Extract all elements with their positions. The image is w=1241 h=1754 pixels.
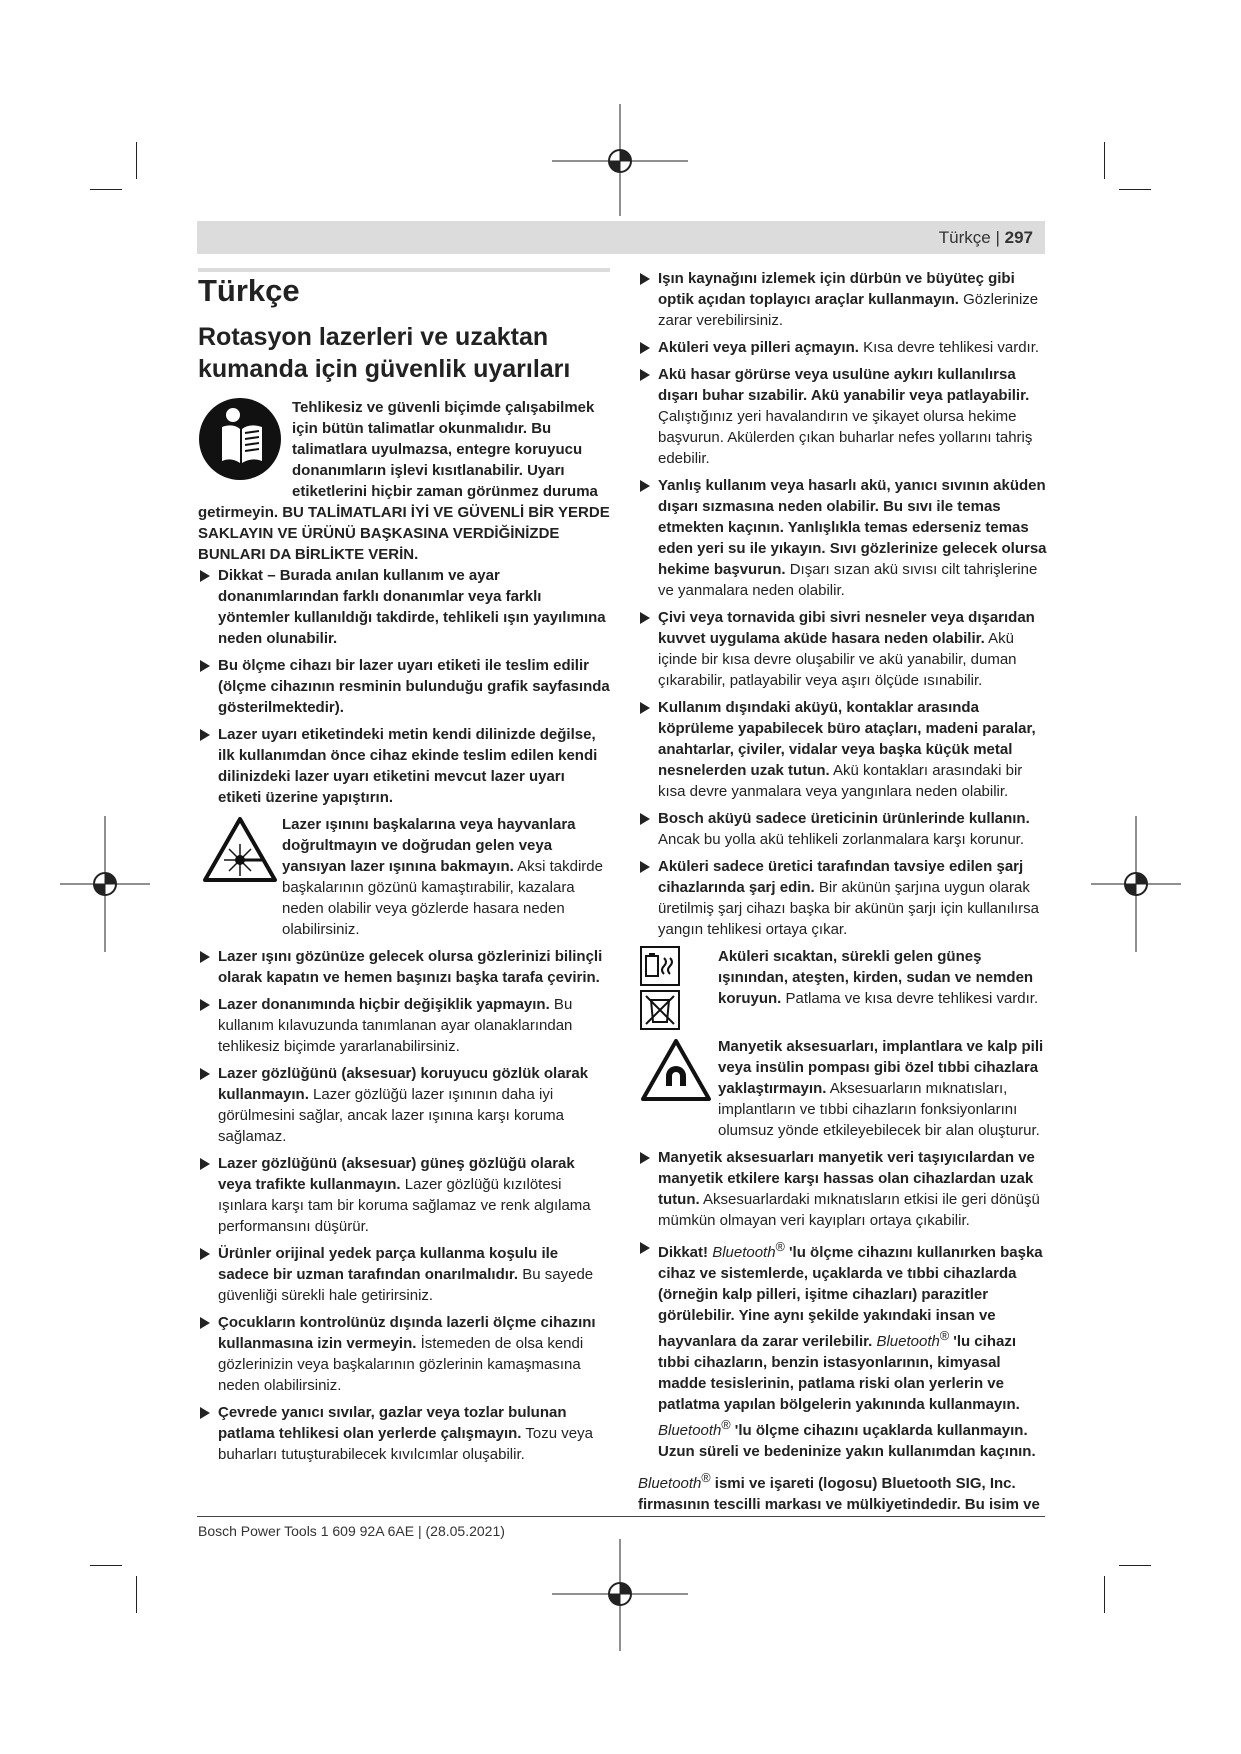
list-item-bluetooth xyxy=(638,1237,1050,1462)
magnet-warning-icon xyxy=(640,1038,712,1102)
item-bold-text: Lazer gözlüğünü (aksesuar) koruyucu gözlük olarak kullanmayın. xyxy=(218,1065,589,1103)
bullet-arrow-icon xyxy=(640,342,650,354)
magnet-warning xyxy=(638,1036,1050,1141)
item-text: Akü içinde bir kısa devre oluşabilir ve akü yanabilir, duman çıkarabilir, patlayabilir veya aşırı ölçüde ısınabilir. xyxy=(658,630,1017,689)
item-bold-text: Bu ölçme cihazı bir lazer uyarı etiketi ile teslim edilir (ölçme cihazının resminin bulunduğu grafik sayfasında gösterilmektedir). xyxy=(218,657,610,716)
bullet-arrow-icon xyxy=(640,1242,650,1254)
laser-warning-icon xyxy=(202,816,278,884)
read-manual-icon xyxy=(198,397,282,481)
bt-text: 'lu ölçme cihazını uçaklarda kullanmayın. Uzun süreli ve bedeninize yakın kullanımdan kaçının. xyxy=(658,1422,1036,1460)
bt-name: Bluetooth xyxy=(712,1244,776,1261)
list-item xyxy=(198,1153,610,1237)
bullet-arrow-icon xyxy=(640,369,650,381)
magnet-warning-text: Aksesuarların mıknatısları, implantların ve tıbbi cihazların fonksiyonlarını olumsuz yönde etkileyebilecek bir alan oluşturur. xyxy=(718,1080,1040,1139)
top-rule xyxy=(198,268,610,272)
item-text: Gözlerinize zarar verebilirsiniz. xyxy=(658,291,1039,329)
item-bold-text: Lazer gözlüğünü (aksesuar) güneş gözlüğü olarak veya trafikte kullanmayın. xyxy=(218,1155,575,1193)
item-text: Dışarı sızan akü sıvısı cilt tahrişlerine ve yanmalara neden olabilir. xyxy=(658,561,1038,599)
crop-mark xyxy=(136,142,137,179)
item-text: Lazer gözlüğü kızılötesi ışınlara karşı tam bir koruma sağlamaz ve renk algılama performansını düşürür. xyxy=(218,1176,591,1235)
bt-name: Bluetooth xyxy=(638,1475,702,1492)
item-bold-text: Lazer ışını gözünüze gelecek olursa gözlerinizi bilinçli olarak kapatın ve hemen başınızı başka tarafa çevirin. xyxy=(218,948,603,986)
list-item xyxy=(638,697,1050,802)
page-footer: Bosch Power Tools 1 609 92A 6AE | (28.05.2021) xyxy=(198,1523,505,1539)
registration-mark-icon xyxy=(552,1539,688,1651)
list-item xyxy=(638,808,1050,850)
bullet-arrow-icon xyxy=(200,570,210,582)
bullet-arrow-icon xyxy=(200,1248,210,1260)
item-bold-text: Bosch aküyü sadece üreticinin ürünlerinde kullanın. xyxy=(658,810,1030,827)
bullet-arrow-icon xyxy=(640,861,650,873)
bullet-arrow-icon xyxy=(200,729,210,741)
item-text: Bir akünün şarjına uygun olarak üretilmiş şarj cihazı başka bir akünün şarjı için kullanılırsa yangın tehlikesi ortaya çıkar. xyxy=(658,879,1039,938)
section-heading: Rotasyon lazerleri ve uzaktan kumanda için güvenlik uyarıları xyxy=(198,323,571,383)
bluetooth-trademark-note xyxy=(638,1468,1050,1515)
crop-mark xyxy=(1119,189,1151,190)
crop-mark xyxy=(136,1576,137,1613)
heat-warning-bold: Aküleri sıcaktan, sürekli gelen güneş ışınından, ateşten, kirden, sudan ve nemden koruyun. xyxy=(718,948,1034,1007)
page-title: Türkçe xyxy=(198,273,300,308)
list-item xyxy=(638,1147,1050,1231)
bt-name: Bluetooth xyxy=(658,1422,722,1439)
item-bold-text: Çevrede yanıcı sıvılar, gazlar veya tozlar bulunan patlama tehlikesi olan yerlerde çalışmayın. xyxy=(218,1404,567,1442)
item-bold-text: Dikkat – Burada anılan kullanım ve ayar donanımlarından farklı donanımlar veya farklı yöntemler kullanıldığı takdirde, tehlikeli ışın yayılımına neden olunabilir. xyxy=(218,567,606,647)
list-item xyxy=(198,1402,610,1465)
bt-text: 'lu ölçme cihazını kullanırken başka cihaz ve sistemlerde, uçaklarda ve tıbbi cihazlarda (örneğin kalp pilleri, işitme cihazları) parazitler görülebilir. Yine aynı şekilde yakındaki insan ve hayvanlara da zarar verilebilir. xyxy=(658,1244,1043,1350)
item-text: Lazer gözlüğü lazer ışınının daha iyi görülmesini sağlar, ancak lazer ışınına karşı koruma sağlamaz. xyxy=(218,1086,564,1145)
magnet-warning-bold: Manyetik aksesuarları, implantlara ve kalp pili veya insülin pompası gibi özel tıbbi cihazlara yaklaştırmayın. xyxy=(718,1038,1044,1097)
right-column xyxy=(638,268,1050,1521)
list-item xyxy=(638,856,1050,940)
item-bold-text: Aküleri sadece üretici tarafından tavsiye edilen şarj cihazlarında şarj edin. xyxy=(658,858,1024,896)
bt-name: Bluetooth xyxy=(876,1333,940,1350)
laser-warning-bold: Lazer ışınını başkalarına veya hayvanlara doğrultmayın ve doğrudan gelen veya yansıyan lazer ışınına bakmayın. xyxy=(282,816,576,875)
heat-warning-text: Patlama ve kısa devre tehlikesi vardır. xyxy=(781,990,1039,1007)
page-header xyxy=(197,221,1045,254)
item-bold-text: Işın kaynağını izlemek için dürbün ve büyüteç gibi optik açıdan toplayıcı araçlar kullanmayın. xyxy=(658,270,1015,308)
item-text: Tozu veya buharları tutuşturabilecek kıvılcımlar oluşabilir. xyxy=(218,1425,593,1463)
item-text: Ancak bu yolla akü tehlikeli zorlanmalara karşı korunur. xyxy=(658,831,1025,848)
list-item xyxy=(638,337,1050,358)
laser-warning-text: Aksi takdirde başkalarının gözünü kamaştırabilir, kazalara neden olabilir veya gözlerde hasara neden olabilirsiniz. xyxy=(282,858,603,938)
crop-mark xyxy=(90,189,122,190)
reg-mark: ® xyxy=(721,1418,731,1432)
bullet-arrow-icon xyxy=(640,813,650,825)
bullet-arrow-icon xyxy=(640,1152,650,1164)
item-text: Kısa devre tehlikesi vardır. xyxy=(858,339,1040,356)
crop-mark xyxy=(1104,1576,1105,1613)
footer-rule xyxy=(197,1516,1045,1517)
crop-mark xyxy=(1104,142,1105,179)
list-item xyxy=(638,475,1050,601)
registration-mark-icon xyxy=(552,104,688,216)
laser-warning xyxy=(202,814,610,940)
bt-text: 'lu cihazı tıbbi cihazların, benzin istasyonlarının, kimyasal madde tesislerinin, patlama riski olan yerlerin ve patlatma yapılan bölgelerin yakınında kullanmayın. xyxy=(658,1333,1020,1413)
item-text: Bu sayede güvenliği sürekli hale getirirsiniz. xyxy=(218,1266,594,1304)
list-item xyxy=(638,607,1050,691)
bullet-arrow-icon xyxy=(200,999,210,1011)
item-bold-text: Lazer donanımında hiçbir değişiklik yapmayın. xyxy=(218,996,550,1013)
list-item xyxy=(198,1063,610,1147)
crop-mark xyxy=(90,1565,122,1566)
bullet-arrow-icon xyxy=(200,1068,210,1080)
reg-mark: ® xyxy=(939,1329,950,1343)
list-item xyxy=(638,364,1050,469)
list-item xyxy=(198,565,610,649)
item-bold-text: Çocukların kontrolünüz dışında lazerli ölçme cihazını kullanmasına izin vermeyin. xyxy=(218,1314,596,1352)
list-item xyxy=(198,1312,610,1396)
registration-mark-icon xyxy=(1091,816,1181,952)
list-item xyxy=(638,268,1050,331)
bullet-arrow-icon xyxy=(200,951,210,963)
header-separator: | xyxy=(990,228,1005,247)
item-bold-text: Kullanım dışındaki aküyü, kontaklar arasında köprüleme yapabilecek büro ataçları, madeni paralar, anahtarlar, çiviler, vidalar veya başka küçük metal nesnelerden uzak tutun. xyxy=(658,699,1036,779)
item-text: Aksesuarlardaki mıknatısların etkisi ile geri dönüşü mümkün olmayan veri kayıpları ortaya çıkabilir. xyxy=(658,1191,1040,1229)
bullet-arrow-icon xyxy=(200,1407,210,1419)
item-text: İstemeden de olsa kendi gözlerinizin veya başkalarının gözlerinin kamaşmasına neden olabilirsiniz. xyxy=(218,1335,584,1394)
battery-heat-icon xyxy=(640,946,680,986)
bt-text: Dikkat! xyxy=(658,1244,713,1261)
page-number: 297 xyxy=(1004,228,1033,247)
page-header-text xyxy=(939,228,1033,248)
item-bold-text: Manyetik aksesuarları manyetik veri taşıyıcılardan ve manyetik etkilere karşı hassas olan cihazlardan uzak tutun. xyxy=(658,1149,1035,1208)
battery-heat-warning xyxy=(638,946,1050,1030)
item-text: Akü kontakları arasındaki bir kısa devre yanmalara veya yangınlara neden olabilir. xyxy=(658,762,1023,800)
intro-text: Tehlikesiz ve güvenli biçimde çalışabilmek için bütün talimatlar okunmalıdır. Bu talimatlara uyulmazsa, entegre koruyucu donanımların işlevi kısıtlanabilir. Uyarı etiketlerini hiçbir zaman görünmez duruma getirmeyin. BU TALİMATLARI İYİ VE GÜVENLİ BİR YERDE SAKLAYIN VE ÜRÜNÜ BAŞKASINA VERDİĞİNİZDE BUNLARI DA BİRLİKTE VERİN. xyxy=(198,399,610,563)
list-item xyxy=(198,946,610,988)
item-bold-text: Aküleri veya pilleri açmayın. xyxy=(658,339,859,356)
reg-mark: ® xyxy=(775,1240,785,1254)
reg-mark: ® xyxy=(701,1471,711,1485)
list-item xyxy=(198,994,610,1057)
item-bold-text: Ürünler orijinal yedek parça kullanma koşulu ile sadece bir uzman tarafından onarılmalıdır. xyxy=(218,1245,559,1283)
bt-note-text: ismi ve işareti (logosu) Bluetooth SIG, Inc. firmasının tescilli markası ve mülkiyetindedir. Bu isim ve xyxy=(638,1475,1040,1513)
list-item xyxy=(198,655,610,718)
bullet-arrow-icon xyxy=(200,660,210,672)
item-text: Çalıştığınız yeri havalandırın ve şikayet olursa hekime başvurun. Akülerden çıkan buharlar nefes yollarını tahriş edebilir. xyxy=(658,408,1033,467)
list-item xyxy=(198,724,610,808)
bullet-arrow-icon xyxy=(200,1158,210,1170)
registration-mark-icon xyxy=(60,816,150,952)
item-text: Bu kullanım kılavuzunda tanımlanan ayar olanaklarından tehlikesiz biçimde yararlanabilirsiniz. xyxy=(218,996,573,1055)
intro-warning xyxy=(198,397,610,565)
item-bold-text: Yanlış kullanım veya hasarlı akü, yanıcı sıvının aküden dışarı sızmasına neden olabilir. Bu sıvı ile temas etmekten kaçının. Yanlışlıkla temas ederseniz temas eden yeri su ile yıkayın. Sıvı gözlerinize gelecek olursa hekime başvurun. xyxy=(658,477,1047,578)
bullet-arrow-icon xyxy=(200,1317,210,1329)
bullet-arrow-icon xyxy=(640,480,650,492)
bullet-arrow-icon xyxy=(640,273,650,285)
left-column xyxy=(198,268,610,1471)
header-section: Türkçe xyxy=(938,228,991,247)
item-bold-text: Çivi veya tornavida gibi sivri nesneler veya dışarıdan kuvvet uygulama aküde hasara neden olabilir. xyxy=(658,609,1035,647)
item-bold-text: Akü hasar görürse veya usulüne aykırı kullanılırsa dışarı buhar sızabilir. Akü yanabilir veya patlayabilir. xyxy=(658,366,1030,404)
item-bold-text: Lazer uyarı etiketindeki metin kendi dilinizde değilse, ilk kullanımdan önce cihaz ekinde teslim edilen kendi dilinizdeki lazer uyarı etiketini mevcut lazer uyarı etiketi üzerine yapıştırın. xyxy=(218,726,598,806)
bullet-arrow-icon xyxy=(640,612,650,624)
list-item xyxy=(198,1243,610,1306)
no-disposal-icon xyxy=(640,990,680,1030)
bullet-arrow-icon xyxy=(640,702,650,714)
crop-mark xyxy=(1119,1565,1151,1566)
